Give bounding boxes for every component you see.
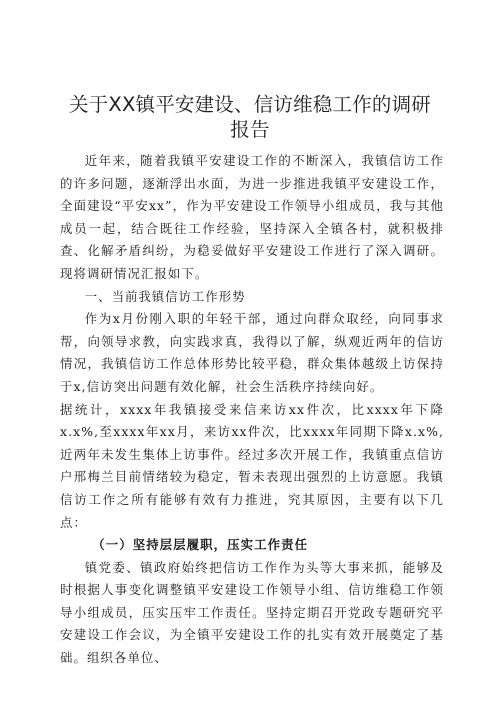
intro-paragraph: 近年来，随着我镇平安建设工作的不断深入，我镇信访工作的许多问题，逐渐浮出水面，为进一步推进我镇平安建设工作，全面建设“平安xx”，作为平安建设工作领导小组成员，我与其他成员一起，结合既往工作经验，坚持深入全镇各村，就积极排查、化解矛盾纠纷，为稳妥做好平安建设工作进行了深入调研。现将调研情况汇报如下。: [60, 153, 444, 281]
document-body: [60, 150, 444, 670]
subsection1-paragraph-1: 镇党委、镇政府始终把信访工作作为头等大事来抓，能够及时根据人事变化调整镇平安建设工作领导小组、信访维稳工作领导小组成员，压实压牢工作责任。坚持定期召开党政专题研究平安建设工作会议，为全镇平安建设工作的扎实有效开展奠定了基础。组织各单位、: [60, 559, 444, 666]
subsection-heading-1: （一）坚持层层履职，压实工作责任: [92, 537, 309, 553]
document-title: 关于XX镇平安建设、信访维稳工作的调研报告: [68, 93, 432, 141]
section-heading-1: 一、当前我镇信访工作形势: [84, 288, 246, 304]
section1-paragraph-2: 据统计，xxxx年我镇接受来信来访xx件次，比xxxx年下降x.x%,至xxxx年xx月，来访xx件次，比xxxx年同期下降x.x%,近两年未发生集体上访事件。经过多次开展工作，我镇重点信访户邢梅兰目前情绪较为稳定，暂未表现出强烈的上访意愿。我镇信访工作之所有能够有效有力推进，究其原因，主要有以下几点：: [60, 401, 444, 530]
section1-paragraph-1: 作为x月份刚入职的年轻干部，通过向群众取经，向同事求帮，向领导求教，向实践求真，我得以了解，纵观近两年的信访情况，我镇信访工作总体形势比较平稳，群众集体越级上访保持于x,信访突出问题有效化解，社会生活秩序持续向好。: [60, 311, 444, 394]
